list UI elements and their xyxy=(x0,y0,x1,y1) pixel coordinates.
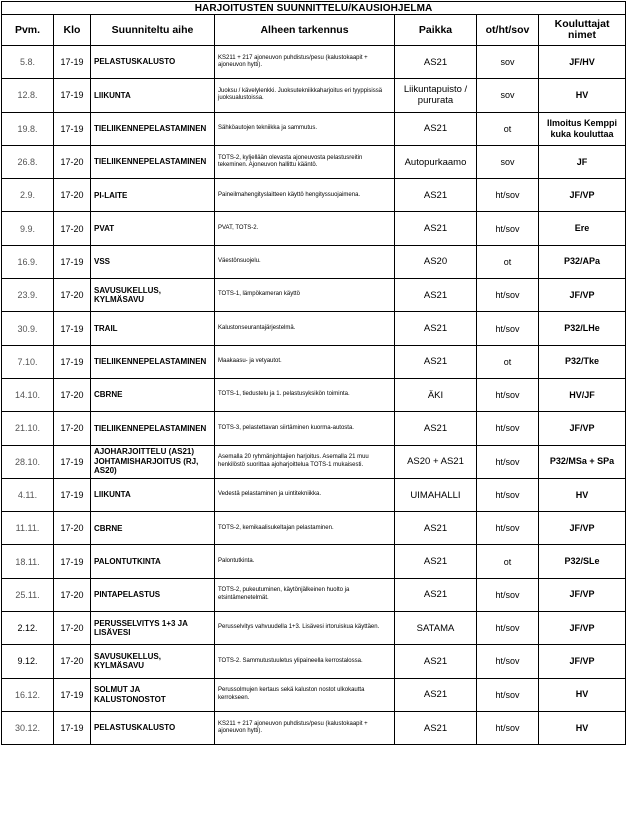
row-place: SATAMA xyxy=(395,612,477,645)
row-type: ht/sov xyxy=(477,212,539,245)
row-type: ot xyxy=(477,345,539,378)
row-time: 17-19 xyxy=(54,345,91,378)
row-type: ht/sov xyxy=(477,378,539,411)
row-subject: AJOHARJOITTELU (AS21) JOHTAMISHARJOITUS (RJ, AS20) xyxy=(91,445,215,478)
row-place: ÄKI xyxy=(395,378,477,411)
row-description: Maakaasu- ja vetyautot. xyxy=(215,345,395,378)
row-time: 17-20 xyxy=(54,578,91,611)
row-type: ht/sov xyxy=(477,612,539,645)
table-row xyxy=(2,112,626,145)
row-type: ht/sov xyxy=(477,678,539,711)
row-time: 17-19 xyxy=(54,79,91,112)
row-place: AS21 xyxy=(395,279,477,312)
row-place: UIMAHALLI xyxy=(395,478,477,511)
row-type: sov xyxy=(477,46,539,79)
row-place: AS21 xyxy=(395,645,477,678)
row-trainers: JF/VP xyxy=(539,512,626,545)
row-description: Sähköautojen tekniikka ja sammutus. xyxy=(215,112,395,145)
row-trainers: JF/VP xyxy=(539,412,626,445)
row-trainers: P32/Tke xyxy=(539,345,626,378)
row-description: TOTS-1, tiedustelu ja 1. pelastusyksikön toiminta. xyxy=(215,378,395,411)
row-type: ht/sov xyxy=(477,312,539,345)
header-type: ot/ht/sov xyxy=(477,15,539,46)
row-date: 7.10. xyxy=(2,345,54,378)
row-place: AS21 xyxy=(395,412,477,445)
row-date: 18.11. xyxy=(2,545,54,578)
schedule-table xyxy=(1,1,626,745)
row-type: ht/sov xyxy=(477,711,539,744)
row-type: ot xyxy=(477,245,539,278)
row-date: 9.9. xyxy=(2,212,54,245)
row-description: TOTS-1, lämpökameran käyttö xyxy=(215,279,395,312)
row-type: ht/sov xyxy=(477,478,539,511)
schedule-body xyxy=(2,46,626,745)
row-date: 23.9. xyxy=(2,279,54,312)
row-type: ht/sov xyxy=(477,412,539,445)
row-description: PVAT, TOTS-2. xyxy=(215,212,395,245)
row-description: TOTS-3, pelastettavan siirtäminen kuorma-autosta. xyxy=(215,412,395,445)
header-place: Paikka xyxy=(395,15,477,46)
row-description: Asemalla 20 ryhmänjohtajien harjoitus. Asemalla 21 muu henkilöstö suorittaa ajoharjoittelua TOTS-1 mukaisesti. xyxy=(215,445,395,478)
table-row xyxy=(2,279,626,312)
row-type: ht/sov xyxy=(477,179,539,212)
header-subject: Suunniteltu aihe xyxy=(91,15,215,46)
row-description: Vedestä pelastaminen ja uintitekniikka. xyxy=(215,478,395,511)
row-type: ht/sov xyxy=(477,512,539,545)
row-place: AS21 xyxy=(395,345,477,378)
row-subject: PELASTUSKALUSTO xyxy=(91,46,215,79)
row-subject: TIELIIKENNEPELASTAMINEN xyxy=(91,145,215,178)
header-row xyxy=(2,15,626,46)
row-time: 17-20 xyxy=(54,212,91,245)
row-subject: PALONTUTKINTA xyxy=(91,545,215,578)
row-time: 17-20 xyxy=(54,145,91,178)
row-subject: SAVUSUKELLUS, KYLMÄSAVU xyxy=(91,279,215,312)
row-date: 26.8. xyxy=(2,145,54,178)
row-subject: VSS xyxy=(91,245,215,278)
table-row xyxy=(2,412,626,445)
table-row xyxy=(2,46,626,79)
row-date: 19.8. xyxy=(2,112,54,145)
row-subject: PERUSSELVITYS 1+3 JA LISÄVESI xyxy=(91,612,215,645)
row-date: 14.10. xyxy=(2,378,54,411)
row-type: ht/sov xyxy=(477,279,539,312)
row-subject: TRAIL xyxy=(91,312,215,345)
row-trainers: JF/HV xyxy=(539,46,626,79)
row-description: Juoksu / kävelylenkki. Juoksutekniikkaharjoitus eri tyyppisissä juoksualustoissa. xyxy=(215,79,395,112)
row-trainers: JF/VP xyxy=(539,612,626,645)
row-date: 16.9. xyxy=(2,245,54,278)
table-row xyxy=(2,512,626,545)
table-row xyxy=(2,212,626,245)
row-description: Palontutkinta. xyxy=(215,545,395,578)
table-row xyxy=(2,612,626,645)
row-place: AS21 xyxy=(395,312,477,345)
table-row xyxy=(2,545,626,578)
row-trainers: P32/MSa + SPa xyxy=(539,445,626,478)
row-time: 17-19 xyxy=(54,678,91,711)
row-type: ht/sov xyxy=(477,645,539,678)
row-trainers: P32/SLe xyxy=(539,545,626,578)
row-subject: TIELIIKENNEPELASTAMINEN xyxy=(91,412,215,445)
row-time: 17-19 xyxy=(54,478,91,511)
row-description: Kalustonseurantajärjestelmä. xyxy=(215,312,395,345)
row-time: 17-19 xyxy=(54,545,91,578)
table-row xyxy=(2,245,626,278)
row-subject: LIIKUNTA xyxy=(91,478,215,511)
row-place: Autopurkaamo xyxy=(395,145,477,178)
row-subject: PVAT xyxy=(91,212,215,245)
row-type: ot xyxy=(477,112,539,145)
row-date: 2.9. xyxy=(2,179,54,212)
table-row xyxy=(2,79,626,112)
row-subject: CBRNE xyxy=(91,512,215,545)
row-trainers: HV/JF xyxy=(539,378,626,411)
row-subject: TIELIIKENNEPELASTAMINEN xyxy=(91,112,215,145)
row-place: AS21 xyxy=(395,212,477,245)
row-time: 17-20 xyxy=(54,612,91,645)
row-subject: PINTAPELASTUS xyxy=(91,578,215,611)
row-trainers: HV xyxy=(539,678,626,711)
header-trainers: Kouluttajat nimet xyxy=(539,15,626,46)
row-trainers: HV xyxy=(539,711,626,744)
header-time: Klo xyxy=(54,15,91,46)
table-row xyxy=(2,478,626,511)
row-trainers: JF/VP xyxy=(539,645,626,678)
table-row xyxy=(2,678,626,711)
row-time: 17-20 xyxy=(54,512,91,545)
table-row xyxy=(2,312,626,345)
row-trainers: HV xyxy=(539,478,626,511)
row-time: 17-20 xyxy=(54,279,91,312)
row-description: TOTS-2, kyljellään olevasta ajoneuvosta pelastusreitin tekeminen. Ajoneuvon hallittu kääntö. xyxy=(215,145,395,178)
table-row xyxy=(2,711,626,744)
row-type: sov xyxy=(477,79,539,112)
header-description: Alheen tarkennus xyxy=(215,15,395,46)
row-date: 30.12. xyxy=(2,711,54,744)
row-date: 11.11. xyxy=(2,512,54,545)
table-row xyxy=(2,345,626,378)
row-trainers: JF/VP xyxy=(539,578,626,611)
row-description: KS211 + 217 ajoneuvon puhdistus/pesu (kalustokaapit + ajoneuvon hytti). xyxy=(215,711,395,744)
row-place: Liikuntapuisto / pururata xyxy=(395,79,477,112)
row-place: AS20 xyxy=(395,245,477,278)
row-place: AS21 xyxy=(395,46,477,79)
table-row xyxy=(2,578,626,611)
row-date: 16.12. xyxy=(2,678,54,711)
row-type: sov xyxy=(477,145,539,178)
row-description: Perussolmujen kertaus sekä kaluston nostot ulkokautta kerrokseen. xyxy=(215,678,395,711)
row-place: AS21 xyxy=(395,112,477,145)
row-subject: PI-LAITE xyxy=(91,179,215,212)
row-type: ht/sov xyxy=(477,578,539,611)
row-place: AS21 xyxy=(395,545,477,578)
row-date: 5.8. xyxy=(2,46,54,79)
row-description: Perusselvitys vahvuudella 1+3. Lisävesi irtoruiskua käyttäen. xyxy=(215,612,395,645)
row-time: 17-20 xyxy=(54,645,91,678)
row-time: 17-19 xyxy=(54,711,91,744)
row-description: TOTS-2, pukeutuminen, käytönjälkeinen huolto ja etsintämenetelmät. xyxy=(215,578,395,611)
table-row xyxy=(2,645,626,678)
header-date: Pvm. xyxy=(2,15,54,46)
row-date: 30.9. xyxy=(2,312,54,345)
row-trainers: JF xyxy=(539,145,626,178)
row-trainers: Ere xyxy=(539,212,626,245)
row-place: AS21 xyxy=(395,578,477,611)
table-row xyxy=(2,378,626,411)
row-date: 4.11. xyxy=(2,478,54,511)
row-trainers: JF/VP xyxy=(539,279,626,312)
row-trainers: HV xyxy=(539,79,626,112)
row-subject: LIIKUNTA xyxy=(91,79,215,112)
row-subject: CBRNE xyxy=(91,378,215,411)
table-row xyxy=(2,179,626,212)
row-description: TOTS-2, kemikaalisukeltajan pelastaminen. xyxy=(215,512,395,545)
table-row xyxy=(2,445,626,478)
row-date: 12.8. xyxy=(2,79,54,112)
row-place: AS20 + AS21 xyxy=(395,445,477,478)
row-date: 9.12. xyxy=(2,645,54,678)
row-time: 17-19 xyxy=(54,312,91,345)
row-trainers: P32/APa xyxy=(539,245,626,278)
row-time: 17-19 xyxy=(54,46,91,79)
row-place: AS21 xyxy=(395,179,477,212)
row-date: 28.10. xyxy=(2,445,54,478)
table-row xyxy=(2,145,626,178)
page-title: HARJOITUSTEN SUUNNITTELU/KAUSIOHJELMA xyxy=(2,2,626,15)
row-trainers: JF/VP xyxy=(539,179,626,212)
row-place: AS21 xyxy=(395,711,477,744)
row-time: 17-19 xyxy=(54,445,91,478)
row-description: Paineilmahengityslaitteen käyttö hengityssuojaimena. xyxy=(215,179,395,212)
row-date: 21.10. xyxy=(2,412,54,445)
row-description: TOTS-2. Sammutustuuletus ylipaineella kerrostalossa. xyxy=(215,645,395,678)
row-subject: TIELIIKENNEPELASTAMINEN xyxy=(91,345,215,378)
row-date: 2.12. xyxy=(2,612,54,645)
row-place: AS21 xyxy=(395,512,477,545)
row-type: ht/sov xyxy=(477,445,539,478)
row-time: 17-20 xyxy=(54,378,91,411)
row-trainers: P32/LHe xyxy=(539,312,626,345)
row-type: ot xyxy=(477,545,539,578)
row-subject: SOLMUT JA KALUSTONOSTOT xyxy=(91,678,215,711)
row-description: Väestönsuojelu. xyxy=(215,245,395,278)
row-place: AS21 xyxy=(395,678,477,711)
row-time: 17-19 xyxy=(54,112,91,145)
row-time: 17-20 xyxy=(54,412,91,445)
row-time: 17-19 xyxy=(54,245,91,278)
row-description: KS211 + 217 ajoneuvon puhdistus/pesu (kalustokaapit + ajoneuvon hytti). xyxy=(215,46,395,79)
row-subject: PELASTUSKALUSTO xyxy=(91,711,215,744)
row-trainers: Ilmoitus Kemppi kuka kouluttaa xyxy=(539,112,626,145)
row-subject: SAVUSUKELLUS, KYLMÄSAVU xyxy=(91,645,215,678)
row-date: 25.11. xyxy=(2,578,54,611)
row-time: 17-20 xyxy=(54,179,91,212)
